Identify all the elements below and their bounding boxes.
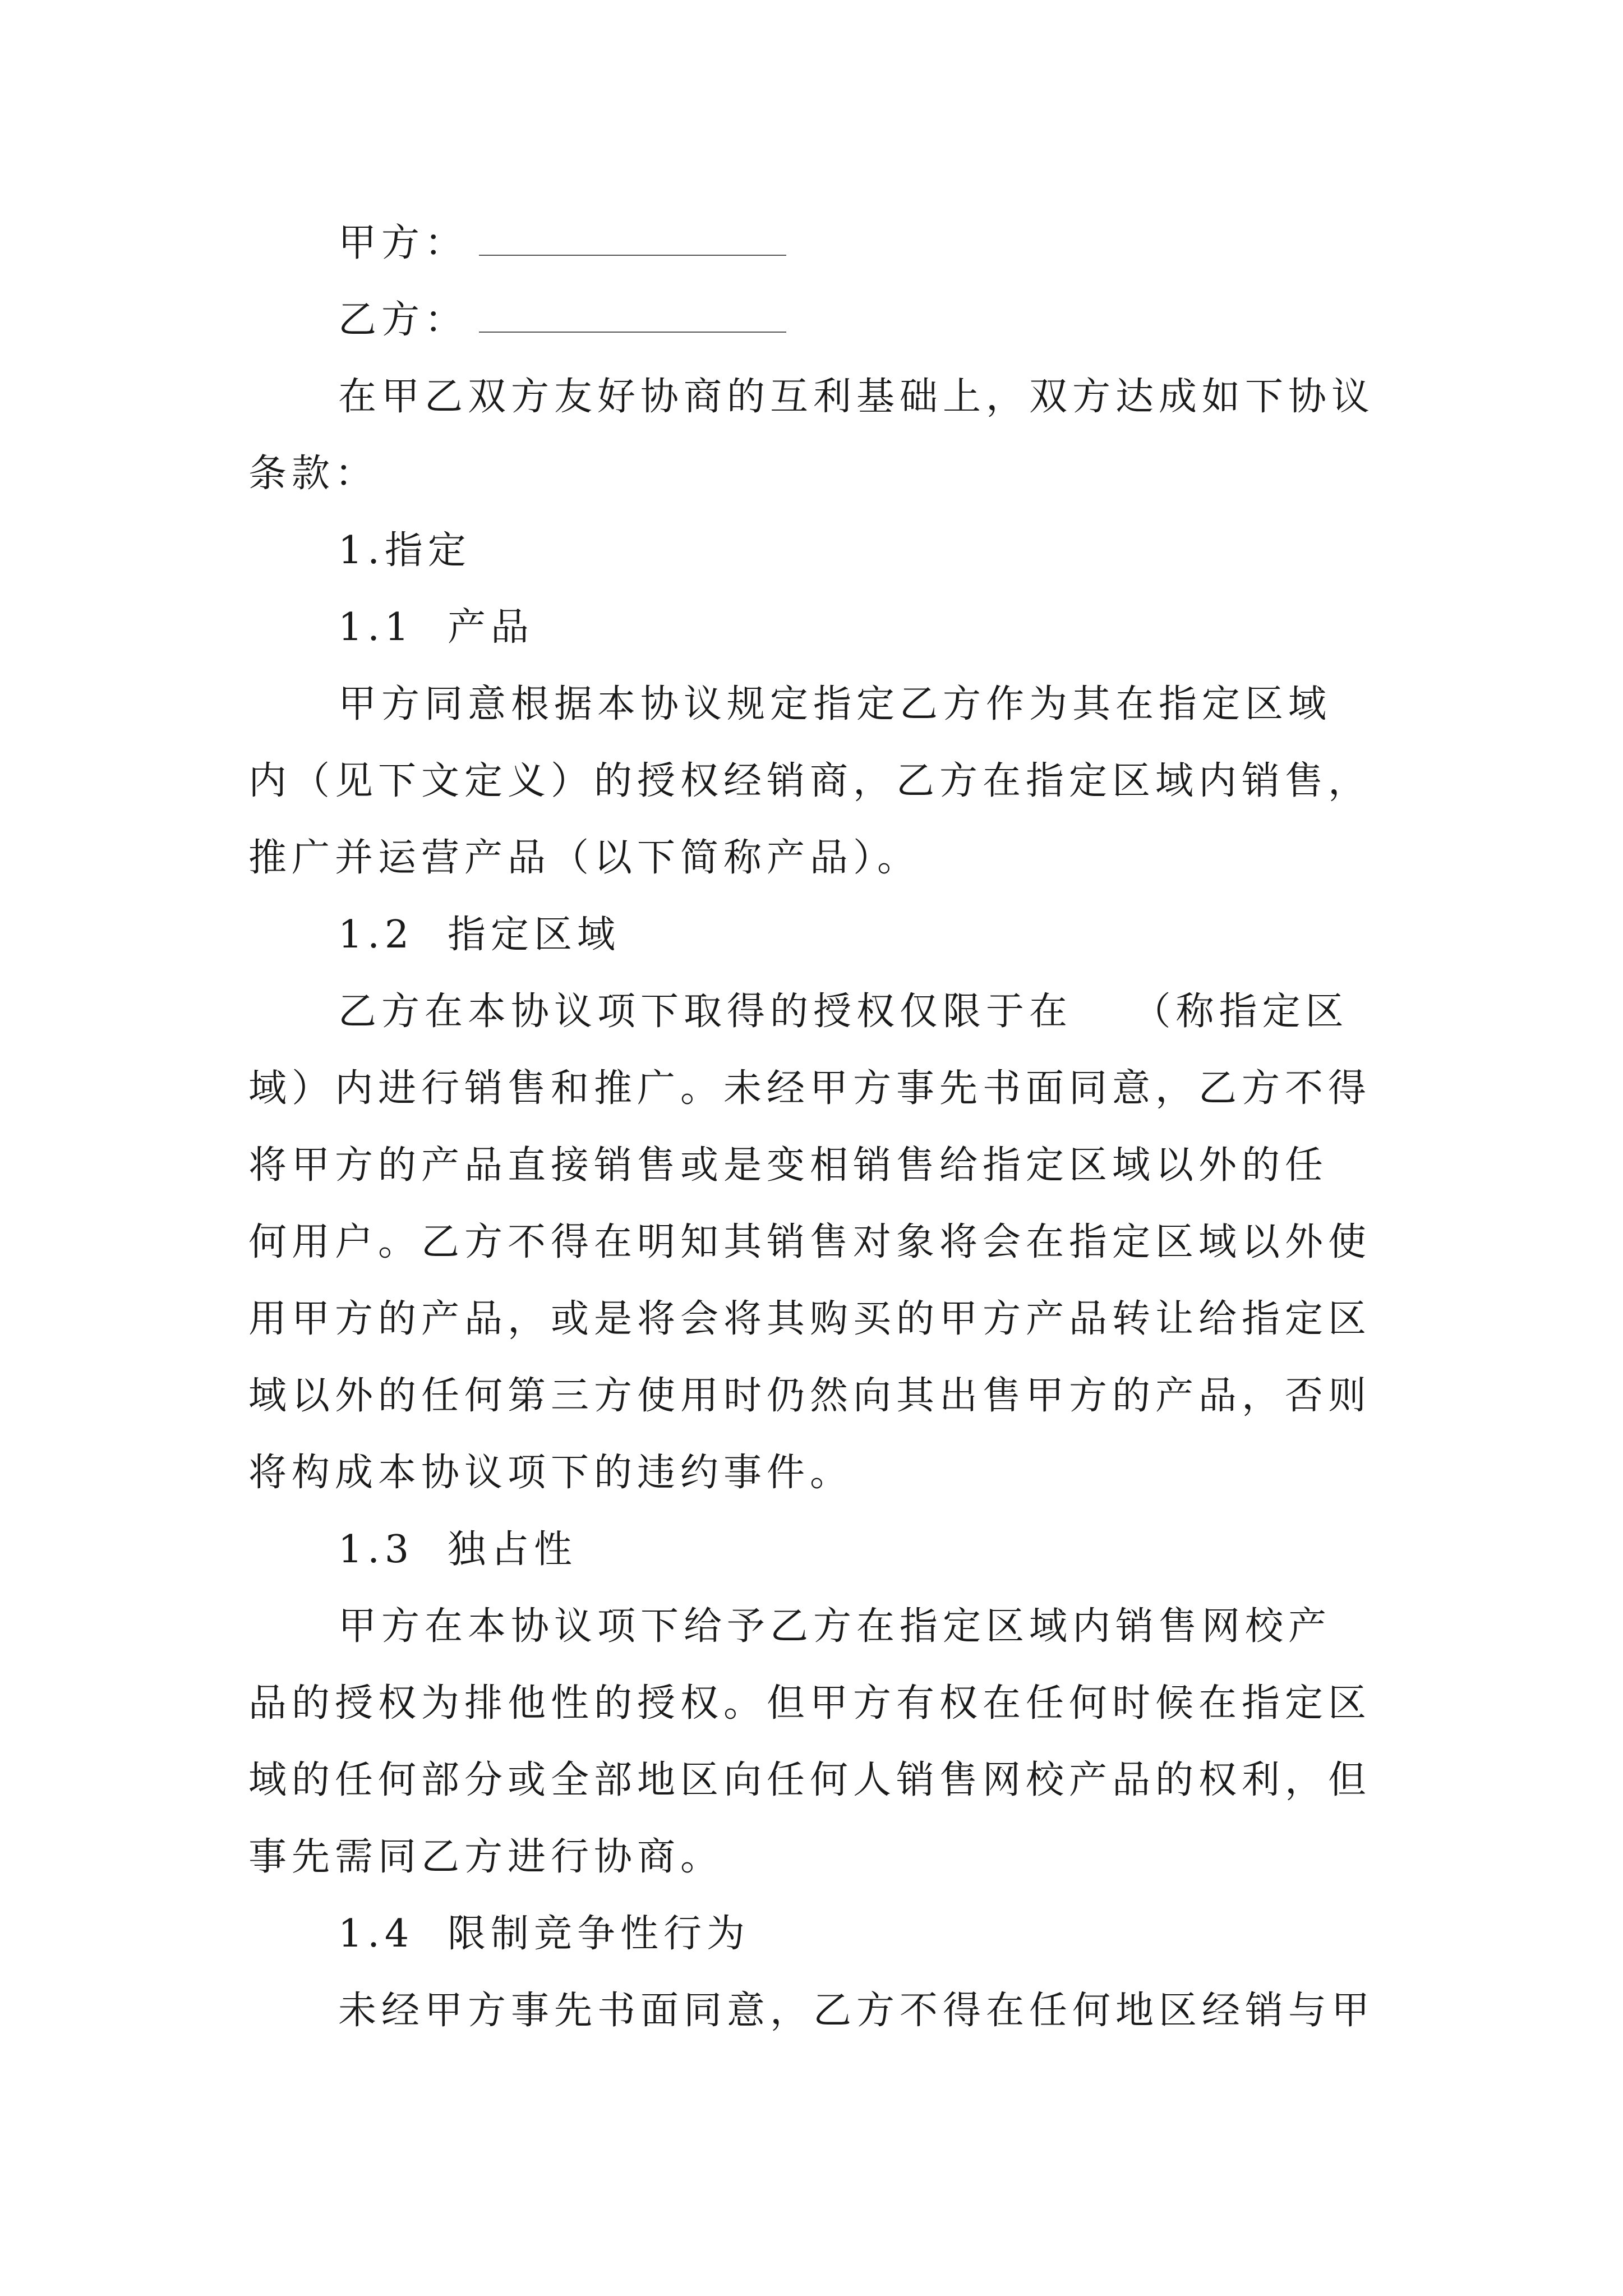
party-a-line: [248, 205, 1393, 282]
section-1-2-line: 乙方在本协议项下取得的授权仅限于在 （称指定区: [338, 990, 1349, 1034]
section-1-2-line: 用甲方的产品，或是将会将其购买的甲方产品转让给指定区: [248, 1297, 1372, 1341]
document-body: [248, 205, 1393, 2049]
section-1-2-line: 将甲方的产品直接销售或是变相销售给指定区域以外的任: [248, 1143, 1329, 1188]
section-1-1-line: 推广并运营产品（以下简称产品）。: [248, 836, 921, 880]
intro-line-2: 条款：: [248, 452, 379, 496]
party-b-label: 乙方：: [338, 298, 468, 342]
section-1-4-title: 限制竞争性行为: [448, 1912, 750, 1956]
section-1-2-line: 何用户。乙方不得在明知其销售对象将会在指定区域以外使: [248, 1220, 1372, 1264]
party-a-label: 甲方：: [338, 221, 468, 265]
section-1-title: 指定: [384, 528, 471, 573]
party-a-blank: [479, 213, 786, 256]
party-b-blank: [479, 290, 786, 333]
section-1-2-title: 指定区域: [448, 913, 621, 957]
section-1-1-line: 甲方同意根据本协议规定指定乙方作为其在指定区域: [338, 682, 1332, 726]
section-1-1-heading: [248, 589, 1393, 666]
intro-line-1: 在甲乙双方友好协商的互利基础上，双方达成如下协议: [338, 375, 1375, 419]
section-1-3-heading: [248, 1511, 1393, 1588]
section-1-4-line: 未经甲方事先书面同意，乙方不得在任何地区经销与甲: [338, 1989, 1375, 2033]
section-1-2-line: 域以外的任何第三方使用时仍然向其出售甲方的产品，否则: [248, 1374, 1372, 1418]
section-1-4-heading: [248, 1895, 1393, 1972]
section-1-number: 1.: [338, 528, 385, 573]
section-1-3-line: 品的授权为排他性的授权。但甲方有权在任何时候在指定区: [248, 1681, 1372, 1726]
section-1-4-number: 1.4: [338, 1912, 414, 1956]
section-1-1-number: 1.1: [338, 605, 414, 650]
section-1-3-number: 1.3: [338, 1527, 414, 1572]
section-1-1-title: 产品: [448, 605, 534, 650]
section-1-3-line: 甲方在本协议项下给予乙方在指定区域内销售网校产: [338, 1604, 1332, 1649]
section-1-heading: [248, 512, 1393, 589]
party-b-line: [248, 282, 1393, 358]
section-1-2-line: 将构成本协议项下的违约事件。: [248, 1451, 854, 1495]
section-1-3-title: 独占性: [448, 1527, 578, 1572]
section-1-2-heading: [248, 896, 1393, 973]
section-1-3-line: 域的任何部分或全部地区向任何人销售网校产品的权利，但: [248, 1758, 1372, 1802]
section-1-2-number: 1.2: [338, 913, 414, 957]
section-1-1-line: 内（见下文定义）的授权经销商，乙方在指定区域内销售，: [248, 759, 1372, 803]
section-1-2-line: 域）内进行销售和推广。未经甲方事先书面同意，乙方不得: [248, 1066, 1372, 1111]
section-1-3-line: 事先需同乙方进行协商。: [248, 1835, 724, 1879]
